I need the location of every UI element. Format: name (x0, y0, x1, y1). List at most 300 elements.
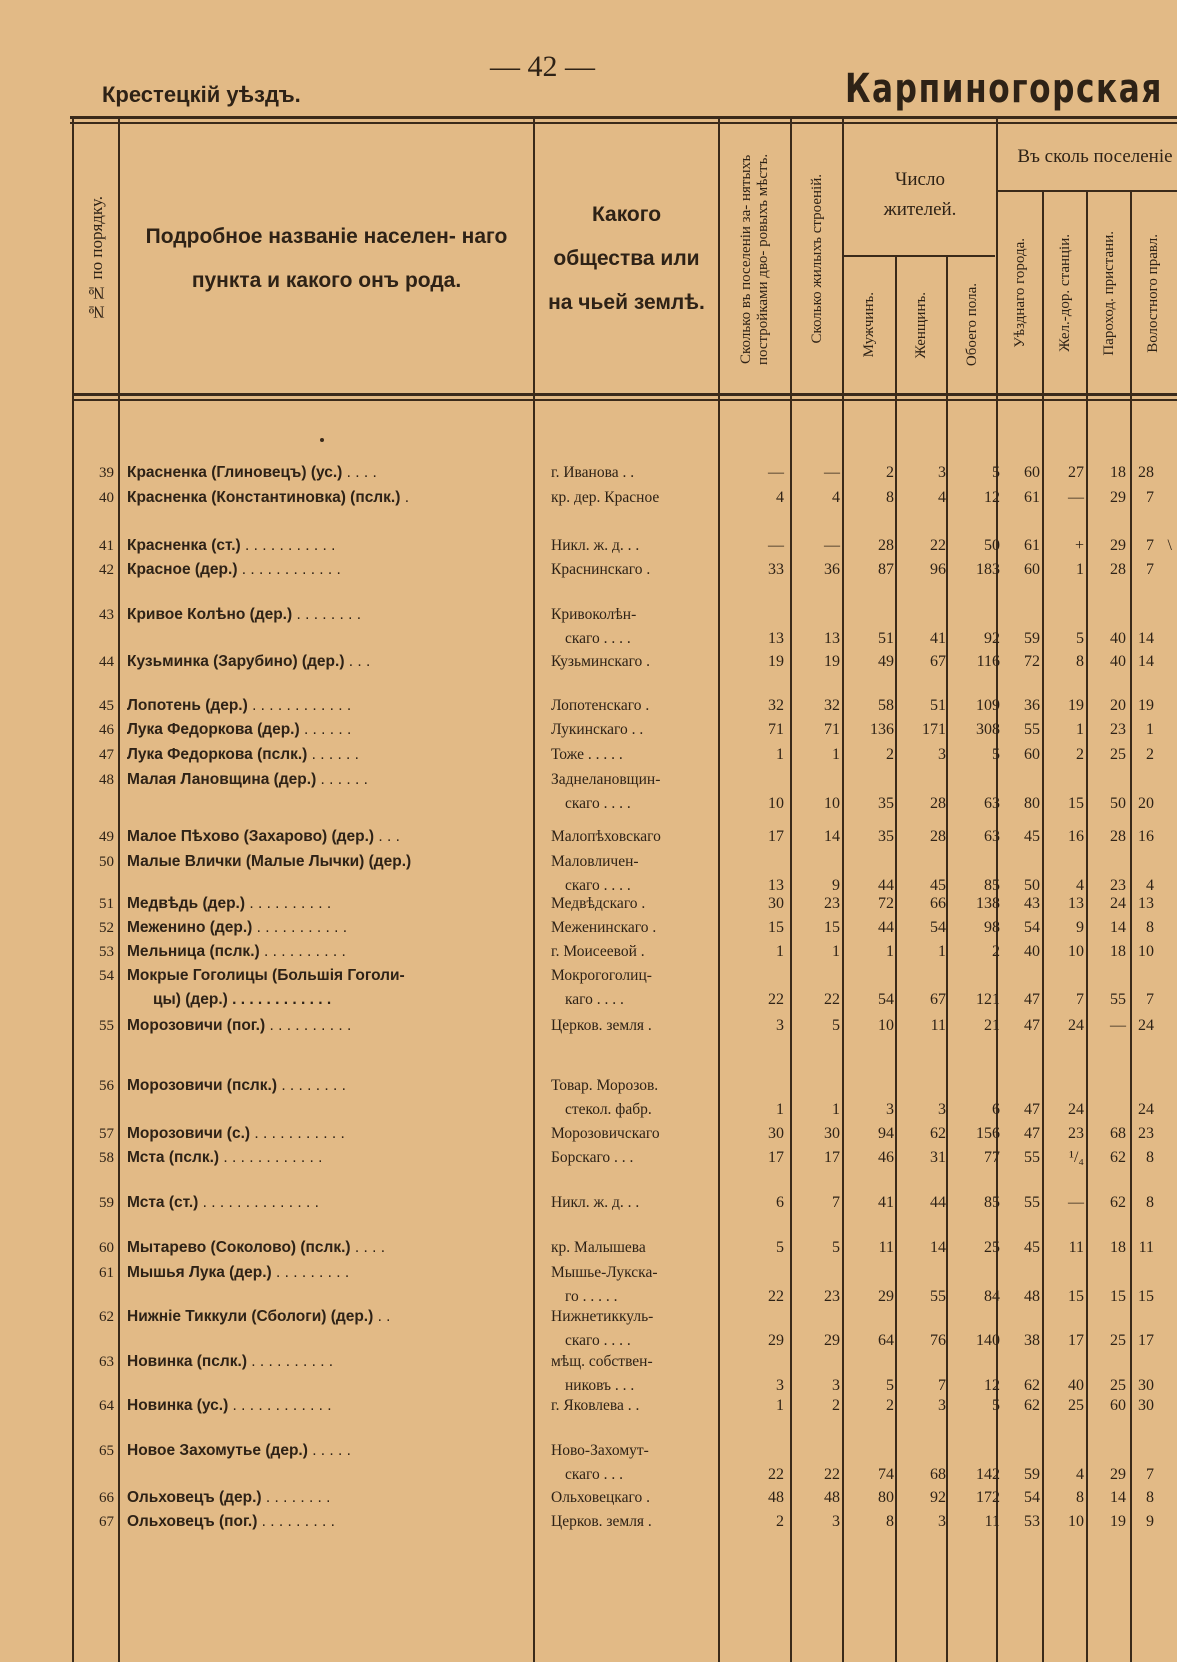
dist-town: 53 (1024, 1513, 1040, 1530)
yards-count: 30 (768, 1125, 784, 1142)
men-count: 28 (878, 537, 894, 554)
leader-dots: . . . . . . . . . . . . (219, 1149, 323, 1166)
buildings-count: 4 (832, 489, 840, 506)
place-name: Мокрые Гоголицы (Большія Гоголи- (127, 967, 405, 984)
society: Кузьминскаго . (551, 653, 651, 670)
men-count: 2 (886, 746, 894, 763)
society: Ново-Захомут- (551, 1442, 649, 1459)
men-count: 8 (886, 1513, 894, 1530)
table-row (0, 1261, 1177, 1309)
dist-pier: 25 (1110, 746, 1126, 763)
dist-pier: 18 (1110, 1239, 1126, 1256)
dist-rail: 27 (1068, 464, 1084, 481)
men-count: 72 (878, 895, 894, 912)
place-name: Новинка (пслк.) . . . . . . . . . . (127, 1353, 334, 1370)
men-count: 80 (878, 1489, 894, 1506)
place-name: Новое Захомутье (дер.) . . . . . (127, 1442, 351, 1459)
buildings-count: 10 (824, 795, 840, 812)
buildings-count: 1 (832, 943, 840, 960)
volost-title: Карпиногорская (845, 66, 1163, 112)
leader-dots: . . . . . . . . . . . . (228, 1397, 332, 1414)
dist-town: 54 (1024, 919, 1040, 936)
row-number: 49 (99, 829, 114, 845)
society: Никл. ж. д. . . (551, 537, 640, 554)
society: г. Яковлева . . (551, 1397, 640, 1414)
row-number: 47 (99, 747, 114, 763)
table-row (0, 558, 1177, 606)
place-name: Мышья Лука (дер.) . . . . . . . . . (127, 1264, 350, 1281)
table-row (0, 1191, 1177, 1239)
row-number: 59 (99, 1195, 114, 1211)
dist-rail: 10 (1068, 943, 1084, 960)
place-name: Красное (дер.) . . . . . . . . . . . . (127, 561, 341, 578)
yards-count: 2 (776, 1513, 784, 1530)
row-number: 40 (99, 490, 114, 506)
yards-count: 30 (768, 895, 784, 912)
dist-town: 47 (1024, 991, 1040, 1008)
dist-rail: 4 (1076, 877, 1084, 894)
place-name: Красненка (Константиновка) (пслк.) . (127, 489, 410, 506)
leader-dots: . . . . . . . . . . . (250, 1125, 345, 1142)
society-continued: каго . . . . (565, 991, 624, 1008)
buildings-count: 71 (824, 721, 840, 738)
header-num: №№ по порядку. (86, 196, 106, 322)
dist-pier: 29 (1110, 489, 1126, 506)
dist-pier: 28 (1110, 828, 1126, 845)
leader-dots: . . . . . . . . (261, 1489, 331, 1506)
women-count: 171 (922, 721, 946, 738)
buildings-count: 1 (832, 746, 840, 763)
place-name: Красненка (Глиновецъ) (ус.) . . . . (127, 464, 377, 481)
society: Тоже . . . . . (551, 746, 623, 763)
row-number: 48 (99, 772, 114, 788)
dist-rail: 8 (1076, 1489, 1084, 1506)
men-count: 54 (878, 991, 894, 1008)
women-count: 11 (930, 1017, 946, 1034)
leader-dots: . . . . . . . . . (271, 1264, 350, 1281)
men-count: 64 (878, 1332, 894, 1349)
yards-count: 15 (768, 919, 784, 936)
buildings-count: 9 (832, 877, 840, 894)
dist-town: 47 (1024, 1125, 1040, 1142)
dist-pier: 40 (1110, 630, 1126, 647)
total-count: 92 (984, 630, 1000, 647)
society: Краснинскаго . (551, 561, 651, 578)
place-name: Морозовичи (пог.) . . . . . . . . . . (127, 1017, 352, 1034)
buildings-count: 48 (824, 1489, 840, 1506)
dist-town: 47 (1024, 1101, 1040, 1118)
society: Лукинскаго . . (551, 721, 644, 738)
table-row (0, 1074, 1177, 1122)
dist-volost: 14 (1138, 653, 1154, 670)
county-title: Крестецкій уѣздъ. (102, 82, 301, 107)
dist-town: 55 (1024, 1149, 1040, 1166)
dist-town: 43 (1024, 895, 1040, 912)
row-number: 67 (99, 1514, 114, 1530)
dist-volost: 23 (1138, 1125, 1154, 1142)
row-number: 43 (99, 607, 114, 623)
dist-pier: 29 (1110, 1466, 1126, 1483)
row-number: 57 (99, 1126, 114, 1142)
men-count: 94 (878, 1125, 894, 1142)
women-count: 67 (930, 653, 946, 670)
buildings-count: 17 (824, 1149, 840, 1166)
table-row (0, 650, 1177, 698)
dist-volost: 1 (1146, 721, 1154, 738)
men-count: 2 (886, 1397, 894, 1414)
dist-rail: 4 (1076, 1466, 1084, 1483)
dist-rail: 1 (1076, 721, 1084, 738)
row-number: 62 (99, 1309, 114, 1325)
table-row (0, 603, 1177, 651)
yards-count: 1 (776, 1101, 784, 1118)
dist-volost: 7 (1146, 561, 1154, 578)
place-name: Новинка (ус.) . . . . . . . . . . . . (127, 1397, 332, 1414)
yards-count: 17 (768, 1149, 784, 1166)
leader-dots: . . . . . . (316, 771, 368, 788)
total-count: 25 (984, 1239, 1000, 1256)
total-count: 5 (992, 464, 1000, 481)
men-count: 11 (878, 1239, 894, 1256)
dist-town: 48 (1024, 1288, 1040, 1305)
men-count: 10 (878, 1017, 894, 1034)
dist-town: 59 (1024, 630, 1040, 647)
society-continued: скаго . . . . (565, 1332, 631, 1349)
society: кр. Малышева (551, 1239, 646, 1256)
total-count: 11 (984, 1513, 1000, 1530)
dist-pier: — (1110, 1017, 1126, 1034)
buildings-count: 36 (824, 561, 840, 578)
society-continued: скаго . . . . (565, 630, 631, 647)
dist-rail: 24 (1068, 1101, 1084, 1118)
dist-town: 62 (1024, 1377, 1040, 1394)
buildings-count: 13 (824, 630, 840, 647)
dist-volost: 7 (1146, 1466, 1154, 1483)
dist-volost: 7 (1146, 991, 1154, 1008)
header-buildings: Сколько жилыхъ строеній. (808, 174, 825, 344)
place-name: Мста (ст.) . . . . . . . . . . . . . . (127, 1194, 319, 1211)
row-number: 46 (99, 722, 114, 738)
buildings-count: 22 (824, 1466, 840, 1483)
place-name: Кузьминка (Зарубино) (дер.) . . . (127, 653, 371, 670)
leader-dots: . . . . . . . . . . . . (247, 697, 352, 714)
society: Кривоколѣн- (551, 606, 637, 623)
women-count: 62 (930, 1125, 946, 1142)
dist-rail: 19 (1068, 697, 1084, 714)
society: Маловличен- (551, 853, 639, 870)
yards-count: 71 (768, 721, 784, 738)
women-count: 92 (930, 1489, 946, 1506)
row-number: 61 (99, 1265, 114, 1281)
page-number: — 42 — (490, 50, 595, 83)
row-number: 51 (99, 896, 114, 912)
yards-count: 10 (768, 795, 784, 812)
yards-count: 13 (768, 630, 784, 647)
total-count: 172 (976, 1489, 1000, 1506)
dist-pier: 68 (1110, 1125, 1126, 1142)
dist-volost: 17 (1138, 1332, 1154, 1349)
dist-rail: — (1068, 489, 1084, 506)
buildings-count: 14 (824, 828, 840, 845)
men-count: 41 (878, 1194, 894, 1211)
dist-volost: 16 (1138, 828, 1154, 845)
total-count: 5 (992, 1397, 1000, 1414)
stray-dot (320, 438, 324, 442)
dist-pier: 28 (1110, 561, 1126, 578)
women-count: 67 (930, 991, 946, 1008)
header-dist-town: Уѣзднаго города. (1011, 238, 1028, 348)
yards-count: 33 (768, 561, 784, 578)
row-number: 60 (99, 1240, 114, 1256)
dist-volost: 8 (1146, 919, 1154, 936)
women-count: 3 (938, 1101, 946, 1118)
society-continued: скаго . . . . (565, 877, 631, 894)
place-name-continued: цы) (дер.) . . . . . . . . . . . . (153, 991, 332, 1008)
buildings-count: 5 (832, 1017, 840, 1034)
row-number: 65 (99, 1443, 114, 1459)
dist-pier: 50 (1110, 795, 1126, 812)
yards-count: 1 (776, 746, 784, 763)
dist-town: 47 (1024, 1017, 1040, 1034)
men-count: 35 (878, 828, 894, 845)
row-number: 58 (99, 1150, 114, 1166)
leader-dots: . . . (344, 653, 371, 670)
leader-dots: . . . . . . . . . . (245, 895, 332, 912)
dist-volost: 19 (1138, 697, 1154, 714)
men-count: 87 (878, 561, 894, 578)
place-name: Мытарево (Соколово) (пслк.) . . . . (127, 1239, 386, 1256)
yards-count: 3 (776, 1377, 784, 1394)
table-row (0, 1394, 1177, 1442)
total-count: 121 (976, 991, 1000, 1008)
dist-volost: 20 (1138, 795, 1154, 812)
women-count: 28 (930, 795, 946, 812)
table-row (0, 1305, 1177, 1353)
yards-count: 6 (776, 1194, 784, 1211)
dist-volost: 8 (1146, 1149, 1154, 1166)
yards-count: — (768, 464, 784, 481)
men-count: 49 (878, 653, 894, 670)
men-count: 29 (878, 1288, 894, 1305)
men-count: 58 (878, 697, 894, 714)
dist-pier: 23 (1110, 877, 1126, 894)
dist-rail: 17 (1068, 1332, 1084, 1349)
dist-pier: 18 (1110, 464, 1126, 481)
dist-town: 40 (1024, 943, 1040, 960)
men-count: 51 (878, 630, 894, 647)
place-name: Красненка (ст.) . . . . . . . . . . . (127, 537, 336, 554)
table-row (0, 1350, 1177, 1398)
society: Заднелановщин- (551, 771, 661, 788)
total-count: 77 (984, 1149, 1000, 1166)
women-count: 68 (930, 1466, 946, 1483)
row-number: 56 (99, 1078, 114, 1094)
women-count: 22 (930, 537, 946, 554)
women-count: 31 (930, 1149, 946, 1166)
dist-rail: 25 (1068, 1397, 1084, 1414)
women-count: 96 (930, 561, 946, 578)
leader-dots: . . . . . . (307, 746, 359, 763)
yards-count: 3 (776, 1017, 784, 1034)
society: Ольховецкаго . (551, 1489, 650, 1506)
dist-volost: 2 (1146, 746, 1154, 763)
place-name: Меженино (дер.) . . . . . . . . . . . (127, 919, 348, 936)
women-count: 28 (930, 828, 946, 845)
dist-rail: 10 (1068, 1513, 1084, 1530)
row-number: 53 (99, 944, 114, 960)
dist-town: 55 (1024, 721, 1040, 738)
leader-dots: . . . . . . . . . . (259, 943, 346, 960)
row-number: 55 (99, 1018, 114, 1034)
women-count: 51 (930, 697, 946, 714)
society: г. Моисеевой . (551, 943, 645, 960)
dist-rail: 15 (1068, 795, 1084, 812)
yards-count: 17 (768, 828, 784, 845)
row-number: 45 (99, 698, 114, 714)
women-count: 41 (930, 630, 946, 647)
men-count: 44 (878, 877, 894, 894)
women-count: 76 (930, 1332, 946, 1349)
women-count: 3 (938, 1513, 946, 1530)
dist-town: 54 (1024, 1489, 1040, 1506)
dist-volost: 15 (1138, 1288, 1154, 1305)
dist-rail: ¹/₄ (1069, 1149, 1084, 1166)
dist-town: 45 (1024, 828, 1040, 845)
dist-rail: 5 (1076, 630, 1084, 647)
dist-volost: 24 (1138, 1101, 1154, 1118)
dist-town: 72 (1024, 653, 1040, 670)
row-number: 44 (99, 654, 114, 670)
header-men: Мужчинъ. (861, 292, 877, 358)
place-name: Лука Федоркова (пслк.) . . . . . . (127, 746, 359, 763)
place-name: Морозовичи (с.) . . . . . . . . . . . (127, 1125, 345, 1142)
women-count: 45 (930, 877, 946, 894)
society-continued: го . . . . . (565, 1288, 618, 1305)
women-count: 54 (930, 919, 946, 936)
buildings-count: — (824, 464, 840, 481)
dist-town: 38 (1024, 1332, 1040, 1349)
dist-pier: 60 (1110, 1397, 1126, 1414)
yards-count: — (768, 537, 784, 554)
header-distance: Въ сколь поселеніе (1017, 146, 1173, 167)
dist-volost: 7 (1146, 489, 1154, 506)
header-bottom-rule-thin (74, 399, 1177, 401)
place-name: Малая Лановщина (дер.) . . . . . . (127, 771, 368, 788)
men-count: 1 (886, 943, 894, 960)
men-count: 3 (886, 1101, 894, 1118)
society: Борскаго . . . (551, 1149, 634, 1166)
dist-town: 60 (1024, 561, 1040, 578)
leader-dots: . . . . . . . . (277, 1077, 346, 1094)
total-count: 98 (984, 919, 1000, 936)
yards-count: 1 (776, 943, 784, 960)
women-count: 1 (938, 943, 946, 960)
society: Церков. земля . (551, 1017, 652, 1034)
dist-pier: 14 (1110, 919, 1126, 936)
buildings-count: — (824, 537, 840, 554)
place-name: Малое Пѣхово (Захарово) (дер.) . . . (127, 828, 400, 845)
yards-count: 5 (776, 1239, 784, 1256)
table-row (0, 486, 1177, 534)
total-count: 109 (976, 697, 1000, 714)
men-count: 46 (878, 1149, 894, 1166)
leader-dots: . . . . . . . . . (257, 1513, 335, 1530)
total-count: 2 (992, 943, 1000, 960)
dist-rail: 16 (1068, 828, 1084, 845)
total-count: 12 (984, 1377, 1000, 1394)
dist-town: 55 (1024, 1194, 1040, 1211)
total-count: 308 (976, 721, 1000, 738)
table-row (0, 1146, 1177, 1194)
leader-dots: . . . . . . . . . . . (240, 537, 336, 554)
women-count: 44 (930, 1194, 946, 1211)
society: кр. дер. Красное (551, 489, 660, 506)
dist-volost: 30 (1138, 1377, 1154, 1394)
place-name: Нижніе Тиккули (Сбологи) (дер.) . . (127, 1308, 391, 1325)
women-count: 4 (938, 489, 946, 506)
row-number: 63 (99, 1354, 114, 1370)
dist-town: 36 (1024, 697, 1040, 714)
leader-dots: . . . . (350, 1239, 386, 1256)
dist-town: 61 (1024, 489, 1040, 506)
dist-town: 62 (1024, 1397, 1040, 1414)
dist-volost: 4 (1146, 877, 1154, 894)
header-inhabitants: Число жителей. (883, 169, 957, 220)
table-row (0, 1014, 1177, 1062)
women-count: 14 (930, 1239, 946, 1256)
yards-count: 4 (776, 489, 784, 506)
society: Товар. Морозов. (551, 1077, 659, 1094)
row-number: 66 (99, 1490, 114, 1506)
men-count: 136 (870, 721, 894, 738)
place-name: Медвѣдь (дер.) . . . . . . . . . . (127, 895, 332, 912)
place-name: Кривое Колѣно (дер.) . . . . . . . . (127, 606, 362, 623)
leader-dots: . . . . (342, 464, 377, 481)
place-name: Мельница (пслк.) . . . . . . . . . . (127, 943, 346, 960)
dist-rail: 9 (1076, 919, 1084, 936)
leader-dots: . . . . . (307, 1442, 351, 1459)
dist-town: 59 (1024, 1466, 1040, 1483)
buildings-count: 32 (824, 697, 840, 714)
dist-pier: 24 (1110, 895, 1126, 912)
leader-dots: . (400, 489, 410, 506)
buildings-count: 2 (832, 1397, 840, 1414)
place-name: Ольховецъ (дер.) . . . . . . . . (127, 1489, 331, 1506)
margin-mark: \ (1167, 537, 1172, 554)
row-number: 54 (99, 968, 114, 984)
place-name: Лука Федоркова (дер.) . . . . . . (127, 721, 352, 738)
dist-pier: 19 (1110, 1513, 1126, 1530)
yards-count: 13 (768, 877, 784, 894)
buildings-count: 7 (832, 1194, 840, 1211)
dist-volost: 13 (1138, 895, 1154, 912)
women-count: 3 (938, 464, 946, 481)
yards-count: 1 (776, 1397, 784, 1414)
leader-dots: . . . . . . . . . . (265, 1017, 352, 1034)
total-count: 63 (984, 795, 1000, 812)
table-row (0, 1510, 1177, 1558)
society: Нижнетиккуль- (551, 1308, 654, 1325)
buildings-count: 29 (824, 1332, 840, 1349)
total-count: 84 (984, 1288, 1000, 1305)
dist-rail: + (1074, 537, 1084, 554)
men-count: 5 (886, 1377, 894, 1394)
dist-town: 45 (1024, 1239, 1040, 1256)
header-name: Подробное названіе населен- наго пункта и какого онъ рода. (145, 225, 508, 292)
dist-pier: 62 (1110, 1149, 1126, 1166)
inhabitants-sub-rule (842, 255, 995, 257)
dist-volost: 9 (1146, 1513, 1154, 1530)
